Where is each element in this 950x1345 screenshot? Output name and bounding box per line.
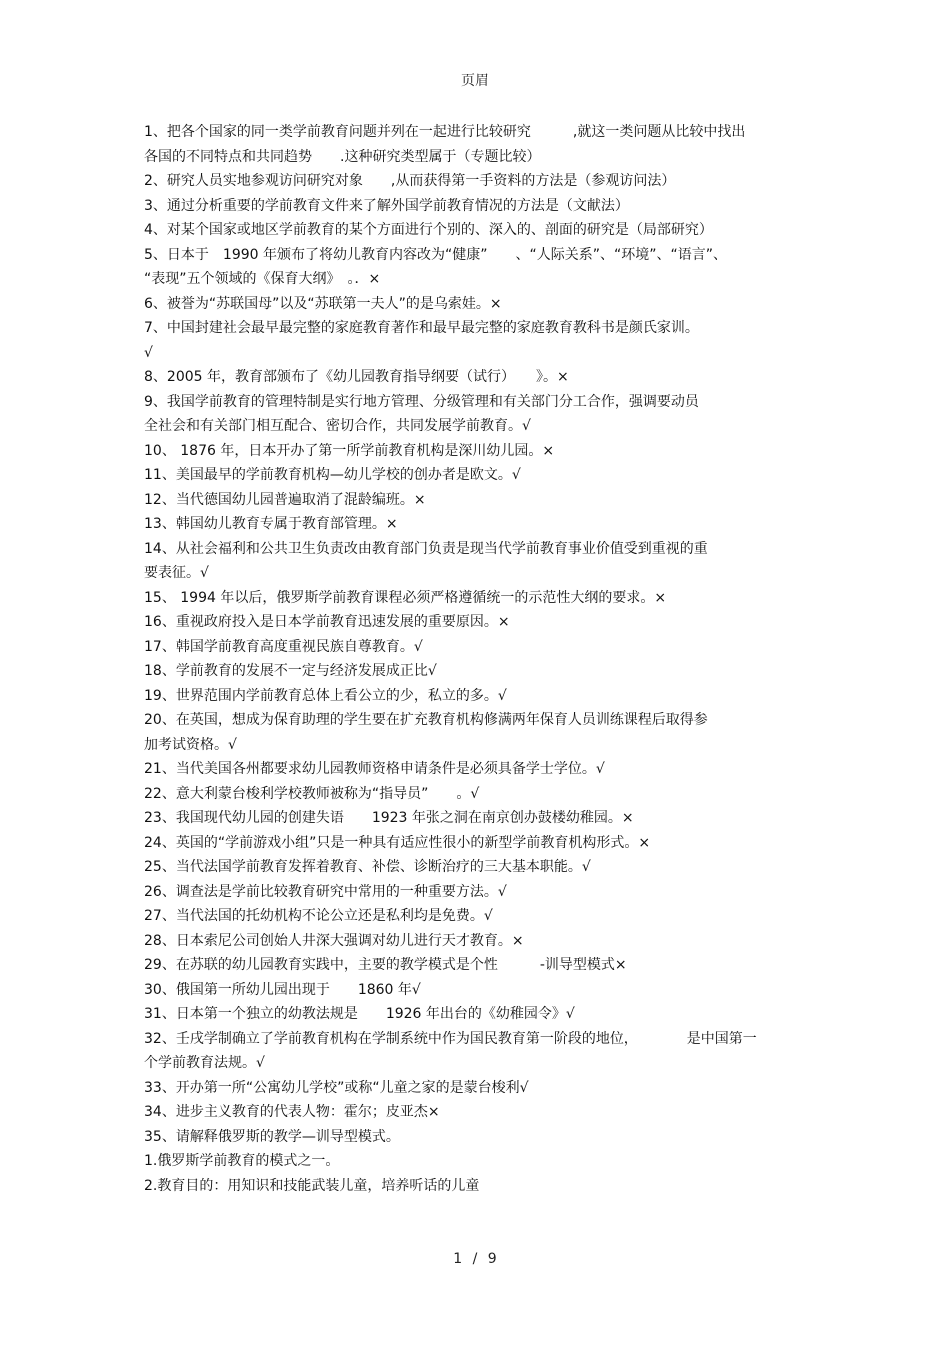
- text-line: 1、把各个国家的同一类学前教育问题并列在一起进行比较研究 ,就这一类问题从比较中找出: [144, 124, 746, 140]
- text-line: 33、开办第一所“公寓幼儿学校”或称“儿童之家的是蒙台梭利√: [144, 1079, 529, 1096]
- document-body: [144, 120, 814, 1198]
- text-line: 2、研究人员实地参观访问研究对象 ,从而获得第一手资料的方法是（参观访问法）: [144, 173, 676, 189]
- text-line: 24、英国的“学前游戏小组”只是一种具有适应性很小的新型学前教育机构形式。×: [144, 834, 651, 851]
- text-line: 2.教育目的：用知识和技能武装儿童，培养听话的儿童: [144, 1177, 480, 1194]
- text-line: 8、2005 年，教育部颁布了《幼儿园教育指导纲要（试行） 》。×: [144, 369, 569, 385]
- text-line: 29、在苏联的幼儿园教育实践中，主要的教学模式是个性 -训导型模式×: [144, 957, 627, 973]
- text-line: 18、学前教育的发展不一定与经济发展成正比√: [144, 663, 437, 679]
- text-line: 35、请解释俄罗斯的教学—训导型模式。: [144, 1128, 400, 1145]
- text-line: 1.俄罗斯学前教育的模式之一。: [144, 1153, 340, 1169]
- text-line: 10、 1876 年，日本开办了第一所学前教育机构是深川幼儿园。×: [144, 442, 555, 459]
- text-line: 34、进步主义教育的代表人物：霍尔；皮亚杰×: [144, 1104, 440, 1120]
- text-line: 7、中国封建社会最早最完整的家庭教育著作和最早最完整的家庭教育教科书是颜氏家训。: [144, 320, 699, 336]
- text-line: 个学前教育法规。√: [144, 1055, 265, 1071]
- text-line: 13、韩国幼儿教育专属于教育部管理。×: [144, 516, 398, 532]
- text-line: √: [144, 344, 153, 361]
- text-line: 26、调查法是学前比较教育研究中常用的一种重要方法。√: [144, 883, 507, 900]
- text-line: 要表征。√: [144, 565, 209, 581]
- text-line: 全社会和有关部门相互配合、密切合作，共同发展学前教育。√: [144, 418, 531, 434]
- text-line: 15、 1994 年以后，俄罗斯学前教育课程必须严格遵循统一的示范性大纲的要求。×: [144, 589, 667, 606]
- page-header: 页眉: [461, 73, 489, 89]
- text-line: 3、通过分析重要的学前教育文件来了解外国学前教育情况的方法是（文献法）: [144, 197, 629, 214]
- text-line: 32、壬戌学制确立了学前教育机构在学制系统中作为国民教育第一阶段的地位， 是中国第一: [144, 1030, 757, 1047]
- text-line: 19、世界范围内学前教育总体上看公立的少，私立的多。√: [144, 687, 507, 704]
- text-line: 23、我国现代幼儿园的创建失语 1923 年张之洞在南京创办鼓楼幼稚园。×: [144, 810, 634, 826]
- text-line: 21、当代美国各州都要求幼儿园教师资格申请条件是必须具备学士学位。√: [144, 761, 605, 777]
- text-line: 加考试资格。√: [144, 736, 237, 753]
- text-line: 9、我国学前教育的管理特制是实行地方管理、分级管理和有关部门分工合作，强调要动员: [144, 393, 699, 410]
- text-line: 16、重视政府投入是日本学前教育迅速发展的重要原因。×: [144, 614, 510, 630]
- text-line: 25、当代法国学前教育发挥着教育、补偿、诊断治疗的三大基本职能。√: [144, 859, 591, 875]
- text-line: 30、俄国第一所幼儿园出现于 1860 年√: [144, 981, 421, 998]
- page-number: 1 / 9: [453, 1251, 497, 1267]
- text-line: “表现”五个领域的《保育大纲》 。．×: [144, 271, 381, 287]
- text-line: 20、在英国，想成为保育助理的学生要在扩充教育机构修满两年保育人员训练课程后取得参: [144, 712, 708, 728]
- text-line: 14、从社会福利和公共卫生负责改由教育部门负责是现当代学前教育事业价值受到重视的重: [144, 540, 708, 557]
- text-line: 22、意大利蒙台梭利学校教师被称为“指导员” 。√: [144, 785, 480, 802]
- text-line: 各国的不同特点和共同趋势 .这种研究类型属于（专题比较）: [144, 148, 541, 165]
- text-line: 11、美国最早的学前教育机构—幼儿学校的创办者是欧文。√: [144, 467, 521, 483]
- text-line: 6、被誉为“苏联国母”以及“苏联第一夫人”的是乌索娃。×: [144, 295, 502, 312]
- text-line: 12、当代德国幼儿园普遍取消了混龄编班。×: [144, 491, 426, 508]
- text-line: 4、对某个国家或地区学前教育的某个方面进行个别的、深入的、剖面的研究是（局部研究）: [144, 222, 713, 238]
- text-line: 31、日本第一个独立的幼教法规是 1926 年出台的《幼稚园令》√: [144, 1006, 575, 1022]
- text-line: 27、当代法国的托幼机构不论公立还是私利均是免费。√: [144, 908, 493, 924]
- text-line: 28、日本索尼公司创始人井深大强调对幼儿进行天才教育。×: [144, 932, 524, 949]
- text-line: 17、韩国学前教育高度重视民族自尊教育。√: [144, 638, 423, 655]
- text-line: 5、日本于 1990 年颁布了将幼儿教育内容改为“健康” 、“人际关系”、“环境”、“语言”、: [144, 246, 728, 263]
